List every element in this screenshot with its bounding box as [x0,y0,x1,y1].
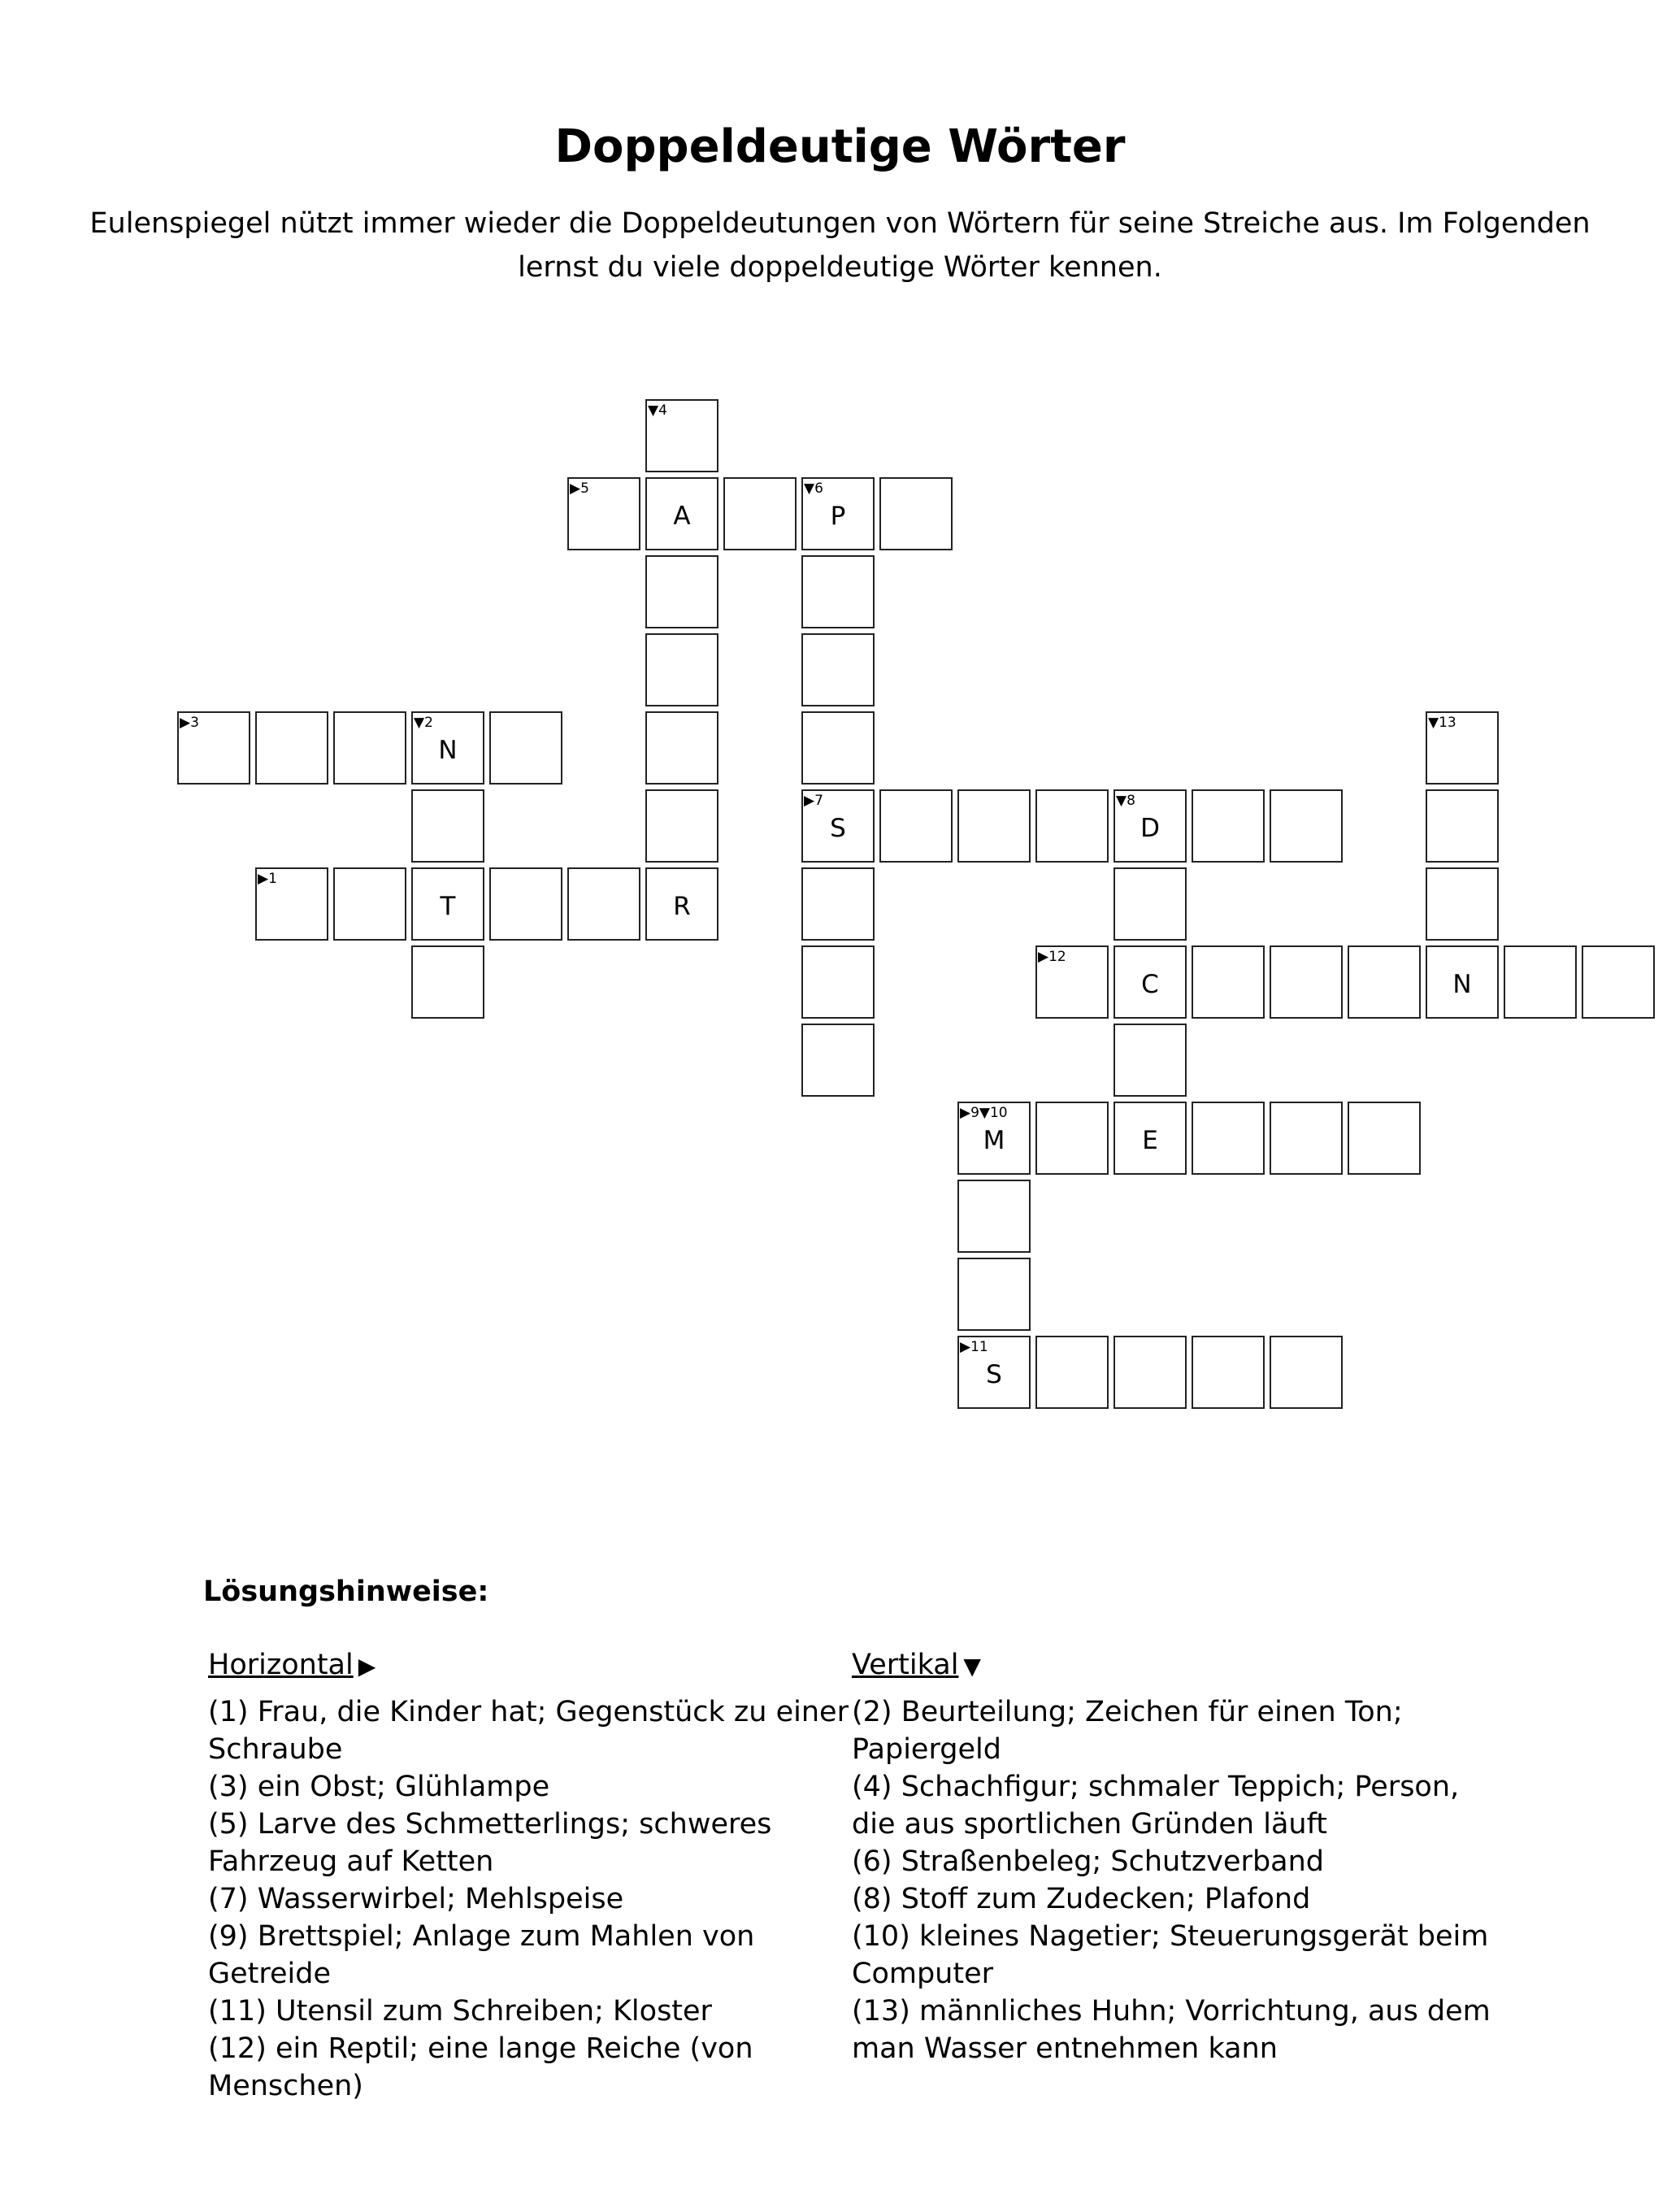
crossword-cell[interactable] [1270,789,1343,863]
crossword-cell[interactable] [1582,945,1655,1019]
clue-number: ▶3 [180,715,199,731]
crossword-cell[interactable] [489,711,562,785]
clue-number: ▶1 [258,871,277,887]
intro-text: Eulenspiegel nützt immer wieder die Doppeldeutungen von Wörtern für seine Streiche aus. Im Folgenden lernst du viele doppeldeutige Wörter kennen. [89,207,1591,284]
crossword-cell[interactable] [645,867,718,941]
cell-letter: N [1452,970,1472,999]
crossword-cell[interactable] [1192,945,1265,1019]
crossword-cell[interactable] [801,711,875,785]
crossword-cell[interactable] [411,789,484,863]
crossword-cell[interactable] [411,945,484,1019]
crossword-cell[interactable] [957,789,1031,863]
crossword-cell[interactable] [801,867,875,941]
cell-letter: E [1142,1126,1158,1155]
hints-heading: Lösungshinweise: [203,1576,489,1608]
clue-number: ▼6 [804,480,823,497]
crossword-cell[interactable] [801,555,875,628]
clue-number: ▼4 [648,402,667,419]
crossword-cell[interactable] [1113,945,1187,1019]
horizontal-clue: (9) Brettspiel; Anlage zum Mahlen von Getreide [208,1920,755,1990]
horizontal-clue: (1) Frau, die Kinder hat; Gegenstück zu einer Schraube [208,1696,849,1766]
crossword-cell[interactable] [1426,711,1499,785]
cell-letter: S [986,1360,1002,1389]
crossword-cell[interactable] [1113,1336,1187,1409]
crossword-cell[interactable] [1035,1102,1109,1175]
crossword-cell[interactable] [1348,945,1421,1019]
crossword-cell[interactable] [957,1336,1031,1409]
crossword-cell[interactable] [1192,1102,1265,1175]
horizontal-label: Horizontal [208,1649,354,1681]
crossword-cell[interactable] [801,633,875,706]
cell-letter: T [440,892,456,921]
cell-letter: C [1141,970,1159,999]
crossword-cell[interactable] [957,1102,1031,1175]
crossword-cell[interactable] [1035,789,1109,863]
crossword-cell[interactable] [489,867,562,941]
vertical-clue: (8) Stoff zum Zudecken; Plafond [852,1883,1311,1915]
crossword-cell[interactable] [957,1180,1031,1253]
horizontal-clue: (3) ein Obst; Glühlampe [208,1771,550,1803]
crossword-cell[interactable] [801,1024,875,1097]
clue-number: ▶9▼10 [960,1105,1008,1121]
down-arrow-icon: ▼ [963,1653,981,1680]
vertical-label: Vertikal [852,1649,959,1681]
crossword-cell[interactable] [1426,867,1499,941]
vertical-clue: (10) kleines Nagetier; Steuerungsgerät beim Computer [852,1920,1489,1990]
crossword-cell[interactable] [1035,945,1109,1019]
crossword-cell[interactable] [255,867,328,941]
page-title: Doppeldeutige Wörter [554,120,1126,173]
crossword-cell[interactable] [333,867,406,941]
vertical-heading [852,1646,1494,1685]
crossword-cell[interactable] [645,711,718,785]
crossword-cell[interactable] [1270,945,1343,1019]
horizontal-clue: (7) Wasserwirbel; Mehlspeise [208,1883,624,1915]
clue-number: ▶7 [804,793,823,809]
crossword-cell[interactable] [411,867,484,941]
cell-letter: D [1140,814,1160,843]
horizontal-clue: (12) ein Reptil; eine lange Reiche (von Menschen) [208,2032,753,2102]
crossword-cell[interactable] [567,477,640,550]
horizontal-heading [208,1646,850,1685]
vertical-clue: (6) Straßenbeleg; Schutzverband [852,1845,1325,1878]
crossword-cell[interactable] [1113,789,1187,863]
crossword-cell[interactable] [645,555,718,628]
right-arrow-icon: ▶ [358,1653,376,1680]
vertical-clue-list [852,1693,1494,2067]
crossword-cell[interactable] [1113,1102,1187,1175]
horizontal-clues [208,1646,850,2105]
crossword-cell[interactable] [1192,789,1265,863]
crossword-cell[interactable] [1348,1102,1421,1175]
crossword-cell[interactable] [645,789,718,863]
horizontal-clue-list [208,1693,850,2105]
crossword-cell[interactable] [801,945,875,1019]
crossword-cell[interactable] [333,711,406,785]
crossword-cell[interactable] [645,477,718,550]
clue-number: ▼13 [1428,715,1456,731]
horizontal-clue: (11) Utensil zum Schreiben; Kloster [208,1995,712,2028]
crossword-cell[interactable] [1035,1336,1109,1409]
crossword-cell[interactable] [645,633,718,706]
cell-letter: R [673,892,691,921]
crossword-cell[interactable] [723,477,797,550]
cell-letter: P [830,502,846,531]
crossword-cell[interactable] [567,867,640,941]
crossword-cell[interactable] [801,477,875,550]
crossword-cell[interactable] [957,1258,1031,1331]
clue-number: ▶11 [960,1339,988,1355]
crossword-cell[interactable] [1270,1102,1343,1175]
cell-letter: M [983,1126,1005,1155]
crossword-cell[interactable] [645,399,718,472]
cell-letter: S [830,814,846,843]
clue-number: ▶5 [570,480,589,497]
crossword-cell[interactable] [1504,945,1577,1019]
cell-letter: A [673,502,691,531]
crossword-cell[interactable] [1192,1336,1265,1409]
crossword-cell[interactable] [1270,1336,1343,1409]
crossword-cell[interactable] [1426,945,1499,1019]
vertical-clue: (2) Beurteilung; Zeichen für einen Ton; Papiergeld [852,1696,1403,1766]
crossword-cell[interactable] [1426,789,1499,863]
clue-number: ▼8 [1116,793,1135,809]
crossword-cell[interactable] [879,477,953,550]
cell-letter: N [438,736,458,765]
crossword-cell[interactable] [1113,1024,1187,1097]
crossword-cell[interactable] [879,789,953,863]
crossword-cell[interactable] [177,711,250,785]
crossword-cell[interactable] [255,711,328,785]
crossword-cell[interactable] [1113,867,1187,941]
vertical-clues [852,1646,1494,2067]
vertical-clue: (13) männliches Huhn; Vorrichtung, aus dem man Wasser entnehmen kann [852,1995,1491,2065]
crossword-cell[interactable] [411,711,484,785]
clue-number: ▼2 [414,715,433,731]
crossword-cell[interactable] [801,789,875,863]
horizontal-clue: (5) Larve des Schmetterlings; schweres Fahrzeug auf Ketten [208,1808,772,1878]
vertical-clue: (4) Schachfigur; schmaler Teppich; Person, die aus sportlichen Gründen läuft [852,1771,1460,1841]
clue-number: ▶12 [1038,949,1066,965]
